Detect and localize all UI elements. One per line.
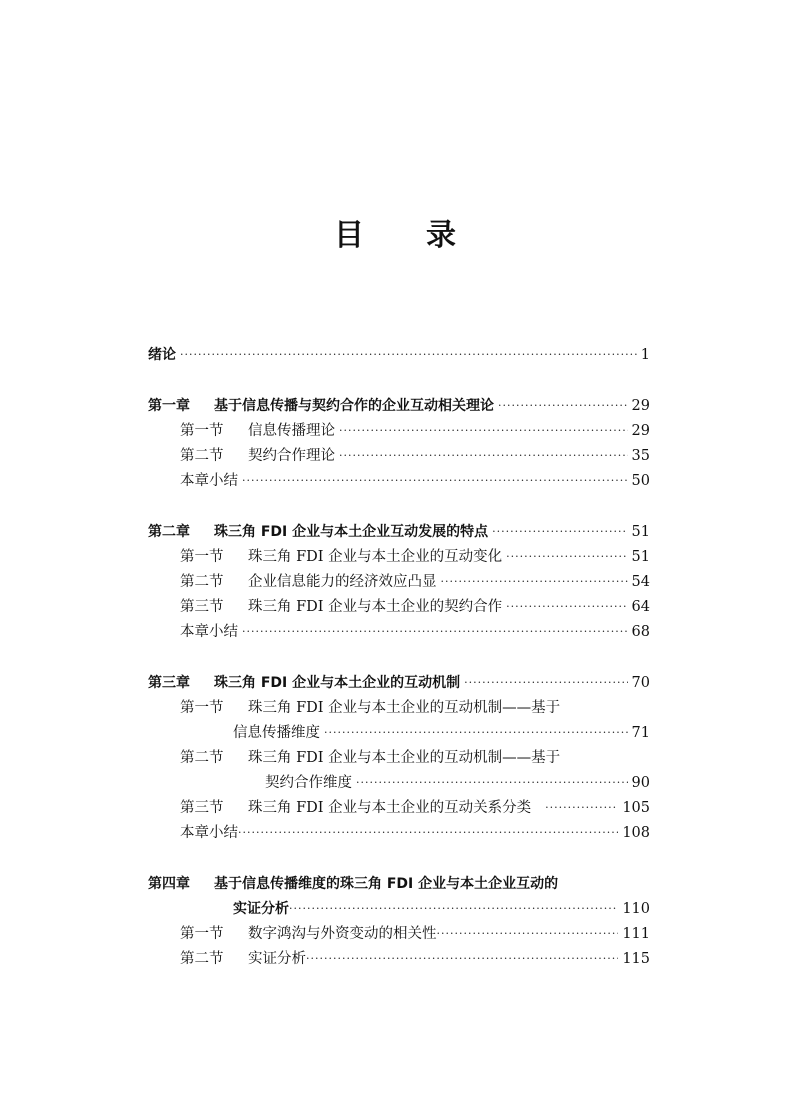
leader-dots — [506, 545, 627, 569]
toc-entry-chapter-3[interactable] — [148, 671, 650, 695]
toc-page-number: 64 — [631, 599, 650, 615]
toc-entry-title: 信息传播维度 — [233, 725, 320, 741]
toc-entry-label: 第一节 — [180, 423, 224, 439]
leader-dots — [498, 394, 628, 418]
leader-dots — [306, 947, 618, 971]
toc-entry-title: 本章小结 — [180, 473, 238, 489]
toc-page-number: 115 — [622, 951, 650, 967]
toc-entry-label: 第一章 — [148, 398, 190, 414]
toc-entry-title: 信息传播理论 — [248, 423, 335, 439]
toc-entry-continuation[interactable] — [148, 771, 650, 795]
toc-page-number: 70 — [631, 675, 650, 691]
toc-entry-title: 珠三角 FDI 企业与本土企业的互动机制 — [214, 675, 461, 691]
leader-dots — [242, 469, 628, 493]
toc-page-number: 29 — [631, 423, 650, 439]
toc-page-number: 105 — [622, 800, 650, 816]
toc-entry-continuation[interactable] — [148, 721, 650, 745]
toc-entry-title: 基于信息传播维度的珠三角 FDI 企业与本土企业互动的 — [214, 876, 559, 892]
toc-entry-title: 契约合作理论 — [248, 448, 335, 464]
toc-entry-section[interactable] — [148, 595, 650, 619]
toc-entry-section[interactable] — [148, 796, 650, 820]
toc-entry-section[interactable] — [148, 570, 650, 594]
leader-dots — [289, 897, 618, 921]
toc-entry-label: 第二节 — [180, 750, 224, 766]
toc-page-number: 71 — [631, 725, 650, 741]
toc-entry-label: 第三节 — [180, 800, 224, 816]
toc-entry-title: 本章小结 — [180, 624, 238, 640]
toc-entry-title: 实证分析 — [248, 951, 306, 967]
toc-page-number: 35 — [631, 448, 650, 464]
toc-entry-chapter-2[interactable] — [148, 520, 650, 544]
toc-page-number: 50 — [631, 473, 650, 489]
toc-entry-title: 珠三角 FDI 企业与本土企业的互动变化 — [248, 549, 503, 565]
toc-entry-summary[interactable] — [148, 821, 650, 845]
leader-dots — [339, 419, 628, 443]
toc-page-number: 110 — [622, 901, 650, 917]
leader-dots — [356, 771, 628, 795]
toc-entry-label: 第一节 — [180, 926, 224, 942]
toc-page-number: 111 — [622, 926, 650, 942]
leader-dots — [437, 922, 619, 946]
toc-entry-title: 珠三角 FDI 企业与本土企业的互动机制——基于 — [248, 750, 561, 766]
toc-entry-title: 实证分析 — [233, 901, 289, 917]
toc-entry-chapter-4[interactable] — [148, 872, 650, 896]
leader-dots — [441, 570, 628, 594]
leader-dots — [180, 343, 637, 367]
toc-entry-label: 第二节 — [180, 574, 224, 590]
leader-dots — [492, 520, 627, 544]
title-char-1: 目 — [334, 218, 364, 253]
toc-entry-section[interactable] — [148, 444, 650, 468]
toc-entry-label: 第一节 — [180, 549, 224, 565]
toc-entry-section[interactable] — [148, 419, 650, 443]
toc-page-number: 68 — [631, 624, 650, 640]
toc-entry-label: 第二章 — [148, 524, 190, 540]
toc-page-number: 51 — [631, 549, 650, 565]
toc-entry-summary[interactable] — [148, 620, 650, 644]
toc-entry-label: 第一节 — [180, 700, 224, 716]
toc-entry-summary[interactable] — [148, 469, 650, 493]
toc-entry-label: 第三章 — [148, 675, 190, 691]
toc-entry-title: 基于信息传播与契约合作的企业互动相关理论 — [214, 398, 494, 414]
toc-page-number: 108 — [622, 825, 650, 841]
toc-entry-title: 企业信息能力的经济效应凸显 — [248, 574, 437, 590]
title-char-2: 录 — [426, 218, 456, 253]
leader-dots — [464, 671, 627, 695]
toc-entry-section[interactable] — [148, 545, 650, 569]
toc-entry-section[interactable] — [148, 922, 650, 946]
leader-dots — [506, 595, 627, 619]
toc-page-number: 29 — [631, 398, 650, 414]
leader-dots — [545, 796, 618, 820]
toc-page-number: 54 — [631, 574, 650, 590]
leader-dots — [339, 444, 628, 468]
leader-dots — [238, 821, 618, 845]
toc-entry-label: 绪论 — [148, 347, 176, 363]
toc-entry-section[interactable] — [148, 696, 650, 720]
toc-entry-label: 第二节 — [180, 448, 224, 464]
toc-entry-title: 珠三角 FDI 企业与本土企业的契约合作 — [248, 599, 503, 615]
toc-entry-title: 数字鸿沟与外资变动的相关性 — [248, 926, 437, 942]
toc-entry-intro[interactable] — [148, 343, 650, 367]
toc-entry-label: 第三节 — [180, 599, 224, 615]
toc-page-number: 51 — [631, 524, 650, 540]
page-title — [0, 210, 790, 254]
toc-entry-label: 第四章 — [148, 876, 190, 892]
toc-entry-title: 珠三角 FDI 企业与本土企业的互动机制——基于 — [248, 700, 561, 716]
toc-entry-section[interactable] — [148, 947, 650, 971]
toc-entry-title: 珠三角 FDI 企业与本土企业的互动关系分类 — [248, 800, 532, 816]
leader-dots — [324, 721, 628, 745]
toc-entry-title: 本章小结 — [180, 825, 238, 841]
toc-entry-title: 契约合作维度 — [265, 775, 352, 791]
toc-entry-chapter-1[interactable] — [148, 394, 650, 418]
toc-page-number: 90 — [631, 775, 650, 791]
toc-entry-title: 珠三角 FDI 企业与本土企业互动发展的特点 — [214, 524, 489, 540]
leader-dots — [242, 620, 628, 644]
toc-entry-label: 第二节 — [180, 951, 224, 967]
toc-entry-chapter-continuation[interactable] — [148, 897, 650, 921]
toc-entry-section[interactable] — [148, 746, 650, 770]
toc-page-number: 1 — [640, 347, 650, 363]
